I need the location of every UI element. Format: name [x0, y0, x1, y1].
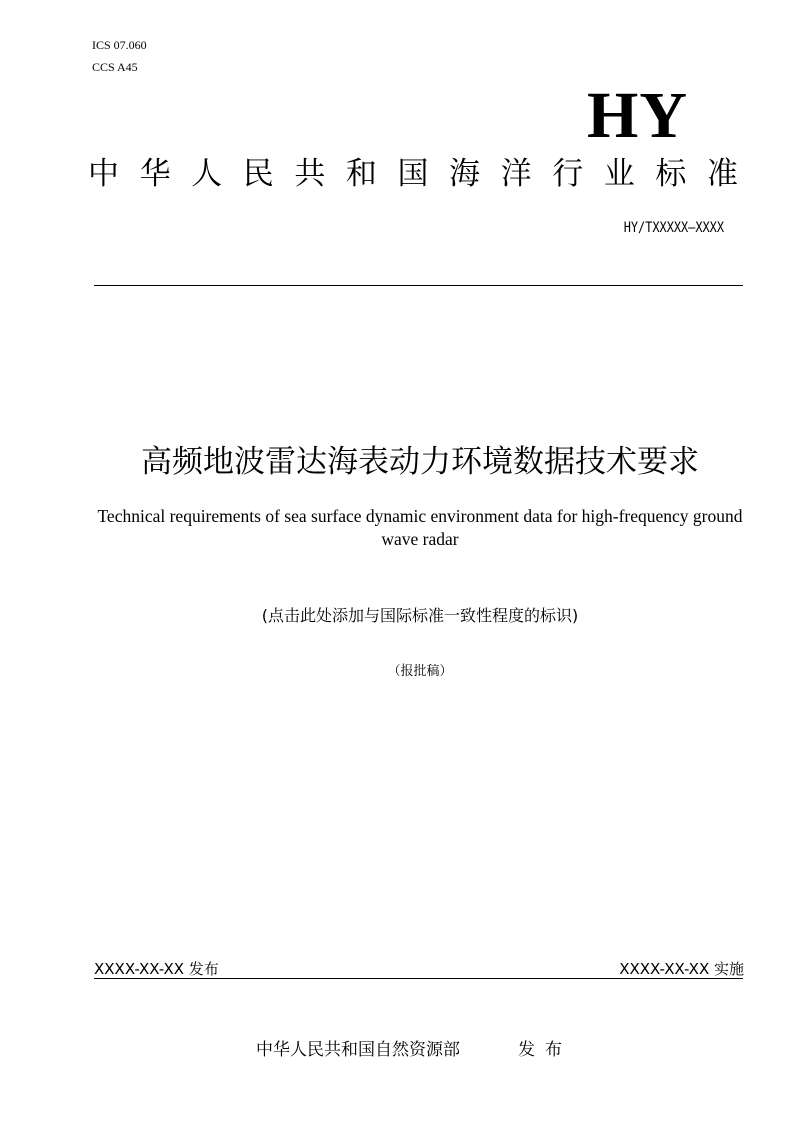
issue-label: 发布	[518, 1040, 572, 1060]
title-char: 准	[706, 156, 738, 192]
implement-date: XXXX-XX-XX 实施	[619, 960, 744, 978]
standard-code: HY/TXXXXX—XXXX	[623, 220, 724, 236]
title-char: 行	[552, 156, 584, 192]
standard-type-title	[88, 154, 738, 194]
consistency-placeholder[interactable]: (点击此处添加与国际标准一致性程度的标识)	[261, 606, 579, 625]
ics-code: ICS 07.060	[92, 38, 147, 52]
hy-logo: HY	[587, 79, 688, 152]
issuer: 中华人民共和国自然资源部	[256, 1040, 460, 1060]
title-char: 业	[603, 156, 635, 192]
publish-date: XXXX-XX-XX 发布	[94, 960, 219, 978]
title-char: 洋	[500, 156, 532, 192]
title-char: 中	[88, 156, 119, 192]
title-char: 标	[655, 156, 687, 192]
title-char: 民	[242, 156, 274, 192]
ccs-code: CCS A45	[92, 60, 138, 74]
title-char: 和	[345, 156, 377, 192]
title-char: 共	[294, 156, 326, 192]
draft-status: （报批稿）	[387, 664, 453, 679]
document-title-en: Technical requirements of sea surface dynamic environment data for high-frequency ground wave radar	[97, 506, 743, 549]
document-title-cn: 高频地波雷达海表动力环境数据技术要求	[141, 444, 699, 480]
title-char: 华	[139, 156, 171, 192]
title-char: 海	[449, 156, 481, 192]
title-char: 人	[191, 156, 223, 192]
title-char: 国	[397, 156, 429, 192]
header-divider	[94, 285, 743, 286]
footer-divider	[94, 978, 743, 979]
